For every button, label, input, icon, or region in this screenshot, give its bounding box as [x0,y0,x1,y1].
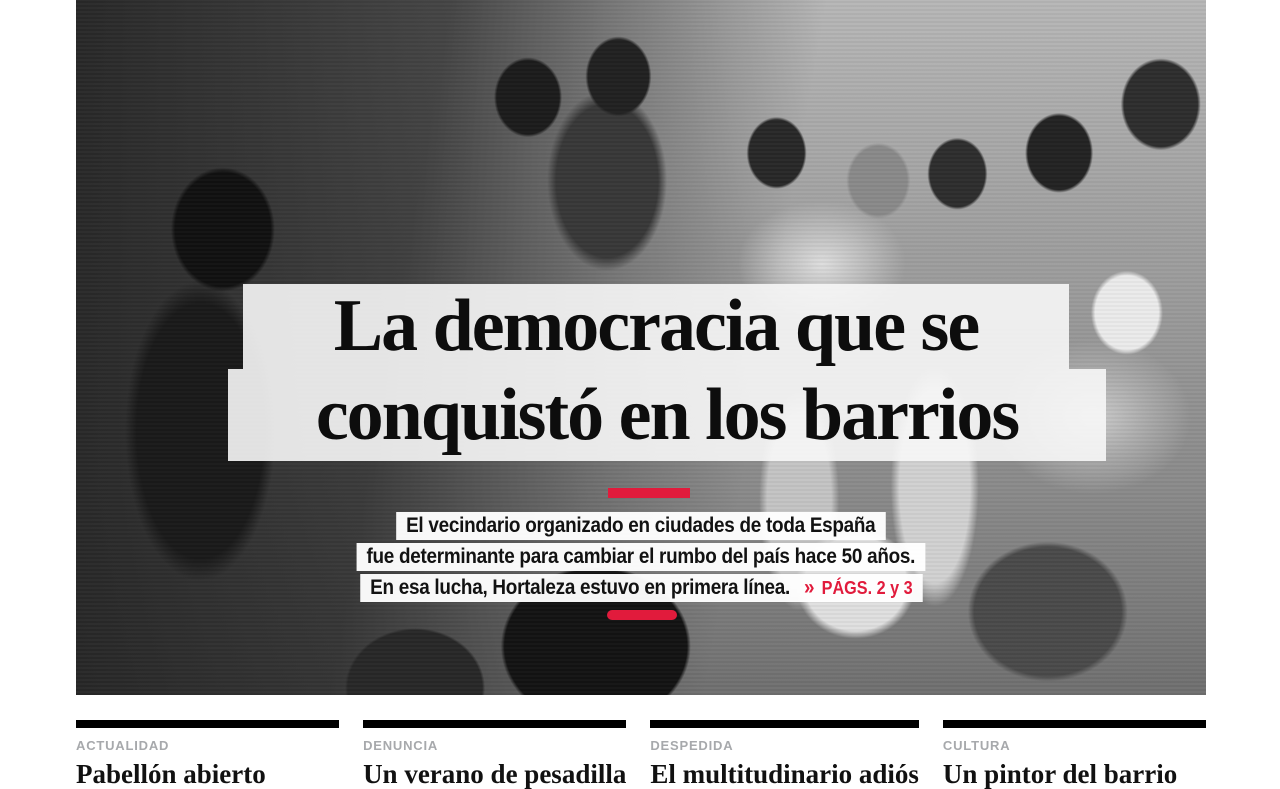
subheadline-line [76,574,1206,602]
subheadline-text [360,574,922,602]
section-kicker: ACTUALIDAD [76,738,170,753]
headline-text: conquistó en los barrios [315,373,1019,456]
section-kicker: DENUNCIA [363,738,439,753]
section-kicker: CULTURA [942,738,1011,753]
section-rule [650,720,919,728]
teaser-denuncia [363,720,626,789]
teaser-headline: Un verano de pesadilla [363,759,627,789]
subheadline-text: En esa lucha, Hortaleza estuvo en primera línea. [369,576,790,599]
main-headline-line-2 [228,369,1106,461]
subheadline-line [76,543,1206,571]
pages-reference-label: PÁGS. 2 y 3 [821,578,913,598]
headline-text: La democracia que se [333,285,979,367]
pages-reference [804,578,913,598]
subheadline-text: El vecindario organizado en ciudades de toda España [396,512,885,540]
red-dash-ornament-bottom [607,610,677,620]
main-headline-line-1 [243,284,1069,369]
teaser-despedida [650,720,919,789]
section-rule [943,720,1206,728]
section-rule [363,720,626,728]
subheadline-text: fue determinante para cambiar el rumbo del país hace 50 años. [357,543,925,571]
teaser-actualidad [76,720,339,789]
subheadline-line [76,512,1206,540]
section-kicker: DESPEDIDA [650,738,734,753]
subheadline [76,512,1206,605]
teaser-headline: Pabellón abierto [76,759,266,789]
teaser-row [76,720,1206,789]
teaser-headline: Un pintor del barrio [942,759,1178,789]
teaser-headline: El multitudinario adiós [650,759,919,789]
section-rule [76,720,339,728]
red-dash-ornament-top [608,488,690,498]
double-chevron-icon: » [803,576,813,599]
teaser-cultura [943,720,1206,789]
